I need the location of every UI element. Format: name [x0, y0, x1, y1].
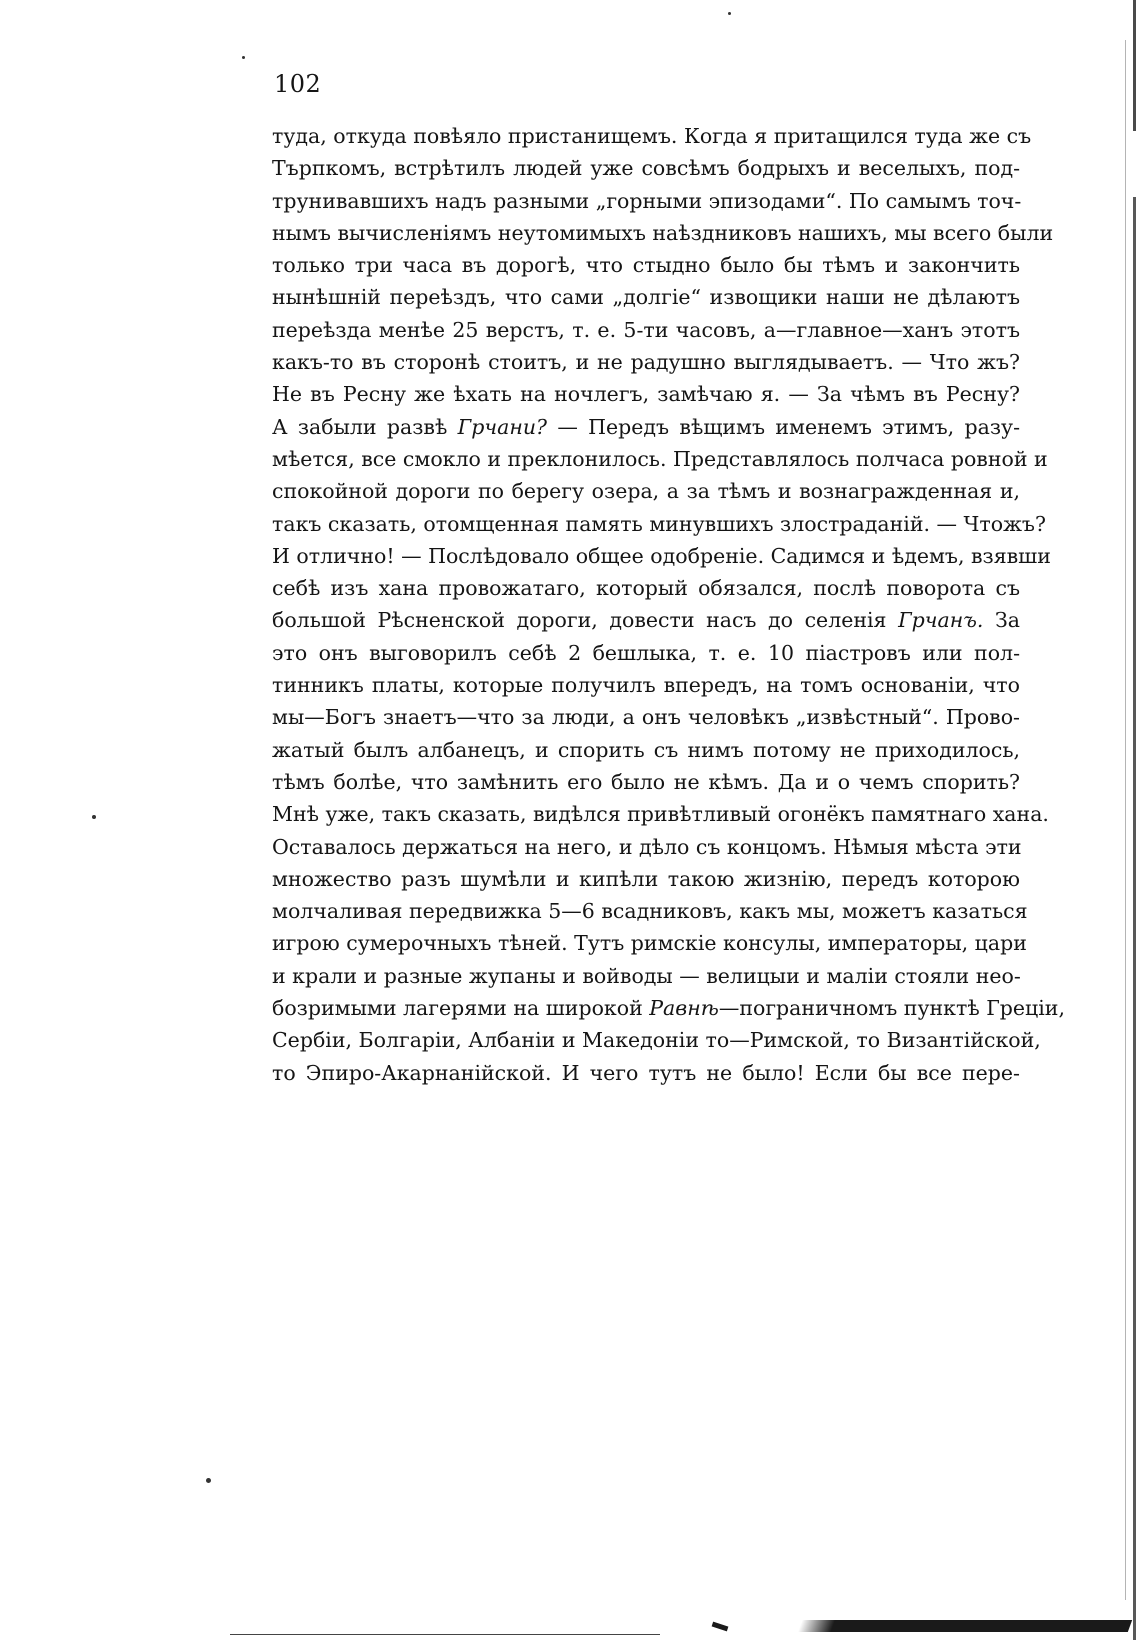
text-line: нымъ вычисленiямъ неутомимыхъ наѣздниковъ нашихъ, мы всего были	[272, 220, 1054, 245]
text-segment: — Передъ вѣщимъ именемъ этимъ, разу-	[547, 414, 1021, 439]
text-line: тѣмъ болѣе, что замѣнить его было не кѣмъ. Да и о чемъ спорить?	[272, 769, 1020, 794]
italic-place-name: Равнѣ	[649, 996, 719, 1021]
text-line	[272, 992, 1065, 1024]
scan-edge-line	[1125, 40, 1126, 1600]
text-line: только три часа въ дорогѣ, что стыдно было бы тѣмъ и закончить	[272, 253, 1020, 278]
scan-speck	[242, 56, 245, 59]
scan-speck	[92, 815, 96, 819]
text-line: спокойной дороги по берегу озера, а за тѣмъ и вознагражденная и,	[272, 479, 1020, 504]
scan-bottom-smudge	[798, 1620, 1132, 1632]
scan-speck	[206, 1478, 211, 1483]
text-line: себѣ изъ хана провожатаго, который обязался, послѣ поворота съ	[272, 576, 1020, 601]
text-line: туда, откуда повѣяло пристанищемъ. Когда я притащился туда же съ	[272, 124, 1032, 148]
italic-place-name: Грчанъ.	[898, 608, 984, 633]
text-line: трунивавшихъ надъ разными „горными эпизодами“. По самымъ точ-	[272, 188, 1022, 213]
scan-bottom-rule	[230, 1634, 660, 1635]
text-line: переѣзда менѣе 25 верстъ, т. е. 5-ти часовъ, а—главное—ханъ этотъ	[272, 317, 1020, 342]
text-segment: большой Рѣсненской дороги, довести насъ до селенiя	[272, 608, 899, 633]
text-line: множество разъ шумѣли и кипѣли такою жизнiю, передъ которою	[272, 866, 1020, 891]
text-line: нынѣшнiй переѣздъ, что сами „долгiе“ извощики наши не дѣлаютъ	[272, 285, 1020, 310]
scan-speck	[728, 12, 731, 15]
text-segment: —пограничномъ пунктѣ Грецiи,	[718, 996, 1065, 1021]
text-line: это онъ выговорилъ себѣ 2 бешлыка, т. е. 10 пiастровъ или пол-	[272, 640, 1020, 665]
text-line: молчаливая передвижка 5—6 всадниковъ, какъ мы, можетъ казаться	[272, 899, 1028, 924]
text-line: Мнѣ уже, такъ сказать, видѣлся привѣтливый огонёкъ памятнаго хана.	[272, 802, 1049, 827]
text-line	[272, 411, 1020, 443]
text-line: мы—Богъ знаетъ—что за люди, а онъ человѣкъ „извѣстный“. Прово-	[272, 705, 1020, 730]
text-line: Не въ Ресну же ѣхать на ночлегъ, замѣчаю я. — За чѣмъ въ Ресну?	[272, 382, 1020, 407]
scan-bottom-mark	[712, 1622, 729, 1632]
italic-place-name: Грчани?	[457, 414, 548, 439]
text-line: Сербiи, Болгарiи, Албанiи и Македонiи то—Римской, то Византiйской,	[272, 1028, 1041, 1053]
text-line: какъ-то въ сторонѣ стоитъ, и не радушно выглядываетъ. — Что жъ?	[272, 350, 1020, 375]
text-segment: За	[983, 608, 1020, 633]
text-segment: А забыли развѣ	[272, 414, 458, 439]
text-line: жатый былъ албанецъ, и спорить съ нимъ потому не приходилось,	[272, 737, 1020, 762]
body-text	[272, 120, 1065, 1089]
page-number: 102	[274, 70, 322, 98]
text-line: Търпкомъ, встрѣтилъ людей уже совсѣмъ бодрыхъ и веселыхъ, под-	[272, 156, 1020, 181]
text-line: И отлично! — Послѣдовало общее одобренiе. Садимся и ѣдемъ, взявши	[272, 543, 1051, 568]
text-line: тинникъ платы, которые получилъ впередъ, на томъ основанiи, что	[272, 673, 1020, 698]
text-line: и крали и разные жупаны и войводы — велицыи и малiи стояли нео-	[272, 963, 1021, 988]
text-segment: бозримыми лагерями на широкой	[272, 996, 650, 1021]
text-line	[272, 604, 1020, 636]
scan-edge-shadow	[1133, 0, 1136, 1640]
text-line: игрою сумерочныхъ тѣней. Тутъ римскiе консулы, императоры, цари	[272, 931, 1027, 956]
text-line: то Эпиро-Акарнанiйской. И чего тутъ не было! Если бы все пере-	[272, 1060, 1020, 1085]
text-line: мѣется, все смокло и преклонилось. Представлялось полчаса ровной и	[272, 446, 1048, 471]
text-line: такъ сказать, отомщенная память минувшихъ злостраданiй. — Чтожъ?	[272, 511, 1046, 536]
text-line: Оставалось держаться на него, и дѣло съ концомъ. Нѣмыя мѣста эти	[272, 834, 1022, 859]
